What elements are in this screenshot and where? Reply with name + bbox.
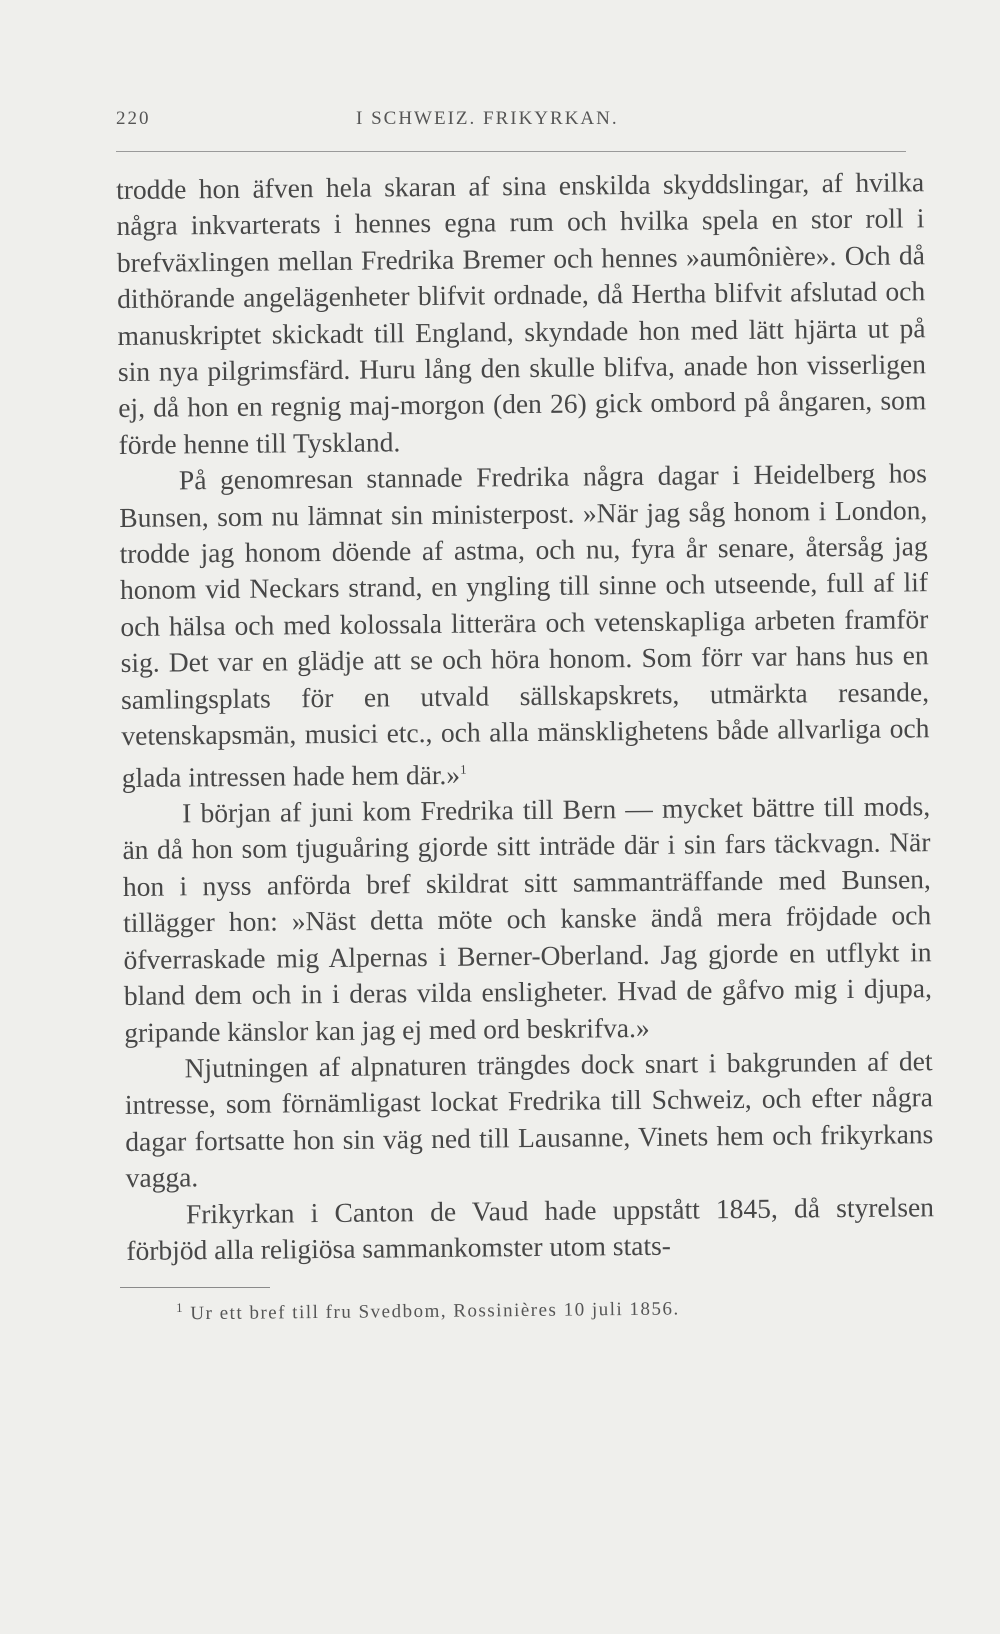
footnote-marker: 1 [176, 1299, 185, 1315]
paragraph-2-text: På genomresan stannade Fredrika några dagar i Heidelberg hos Bunsen, som nu lämnat sin ministerpost. »När jag såg honom i London, trodde jag honom döende af astma, och nu, fyra år senare, återsåg jag honom vid Neckars strand, en yngling till sinne och utseende, full af lif och hälsa och med kolossala litterära och vetenskapliga arbeten framför sig. Det var en glädje att se och höra honom. Som förr var hans hus en samlingsplats för en utvald sällskapskrets, utmärkta resande, vetenskapsmän, musici etc., och alla mänsklighetens både allvarliga och glada intressen hade hem där.» [119, 457, 930, 793]
paragraph-2 [119, 455, 930, 796]
page-number: 220 [116, 108, 151, 129]
paragraph-5: Frikyrkan i Canton de Vaud hade uppstått 1845, då styrelsen förbjöd alla religiösa sammankomster utom stats- [126, 1190, 935, 1266]
footnote [176, 1293, 876, 1325]
body-text [116, 164, 934, 1269]
header-rule [116, 151, 906, 152]
footnote-reference: 1 [459, 761, 467, 777]
paragraph-1: trodde hon äfven hela skaran af sina enskilda skyddslingar, af hvilka några inkvarterats i hennes egna rum och hvilka spela en stor roll i brefväxlingen mellan Fredrika Bremer och hennes »aumônière». Och då dithörande angelägenheter blifvit ordnade, då Hertha blifvit afslutad och manuskriptet skickadt till England, skyndade hon med lätt hjärta ut på sin nya pilgrimsfärd. Huru lång den skulle blifva, anade hon visserligen ej, då hon en regnig maj-morgon (den 26) gick ombord på ångaren, som förde henne till Tyskland. [116, 166, 927, 460]
footnote-text: Ur ett bref till fru Svedbom, Rossinières 10 juli 1856. [190, 1298, 680, 1325]
paragraph-3: I början af juni kom Fredrika till Bern — mycket bättre till mods, än då hon som tjuguåring gjorde sitt inträde där i sin fars täckvagn. När hon i nyss anförda bref skildrat sitt sammanträffande med Bunsen, tillägger hon: »Näst detta möte och kanske ändå mera fröjdade och öfverraskade mig Alpernas i Berner-Oberland. Jag gjorde en utflykt in bland dem och in i deras vilda ensligheter. Hvad de gåfvo mig i djupa, gripande känslor kan jag ej med ord beskrifva.» [122, 790, 933, 1048]
running-head [116, 108, 906, 138]
paragraph-4: Njutningen af alpnaturen trängdes dock snart i bakgrunden af det intresse, som förnämligast lockat Fredrika till Schweiz, och efter några dagar fortsatte hon sin väg ned till Lausanne, Vinets hem och frikyrkans vagga. [124, 1045, 934, 1194]
footnote-rule [120, 1287, 270, 1288]
running-title: I SCHWEIZ. FRIKYRKAN. [356, 108, 619, 129]
